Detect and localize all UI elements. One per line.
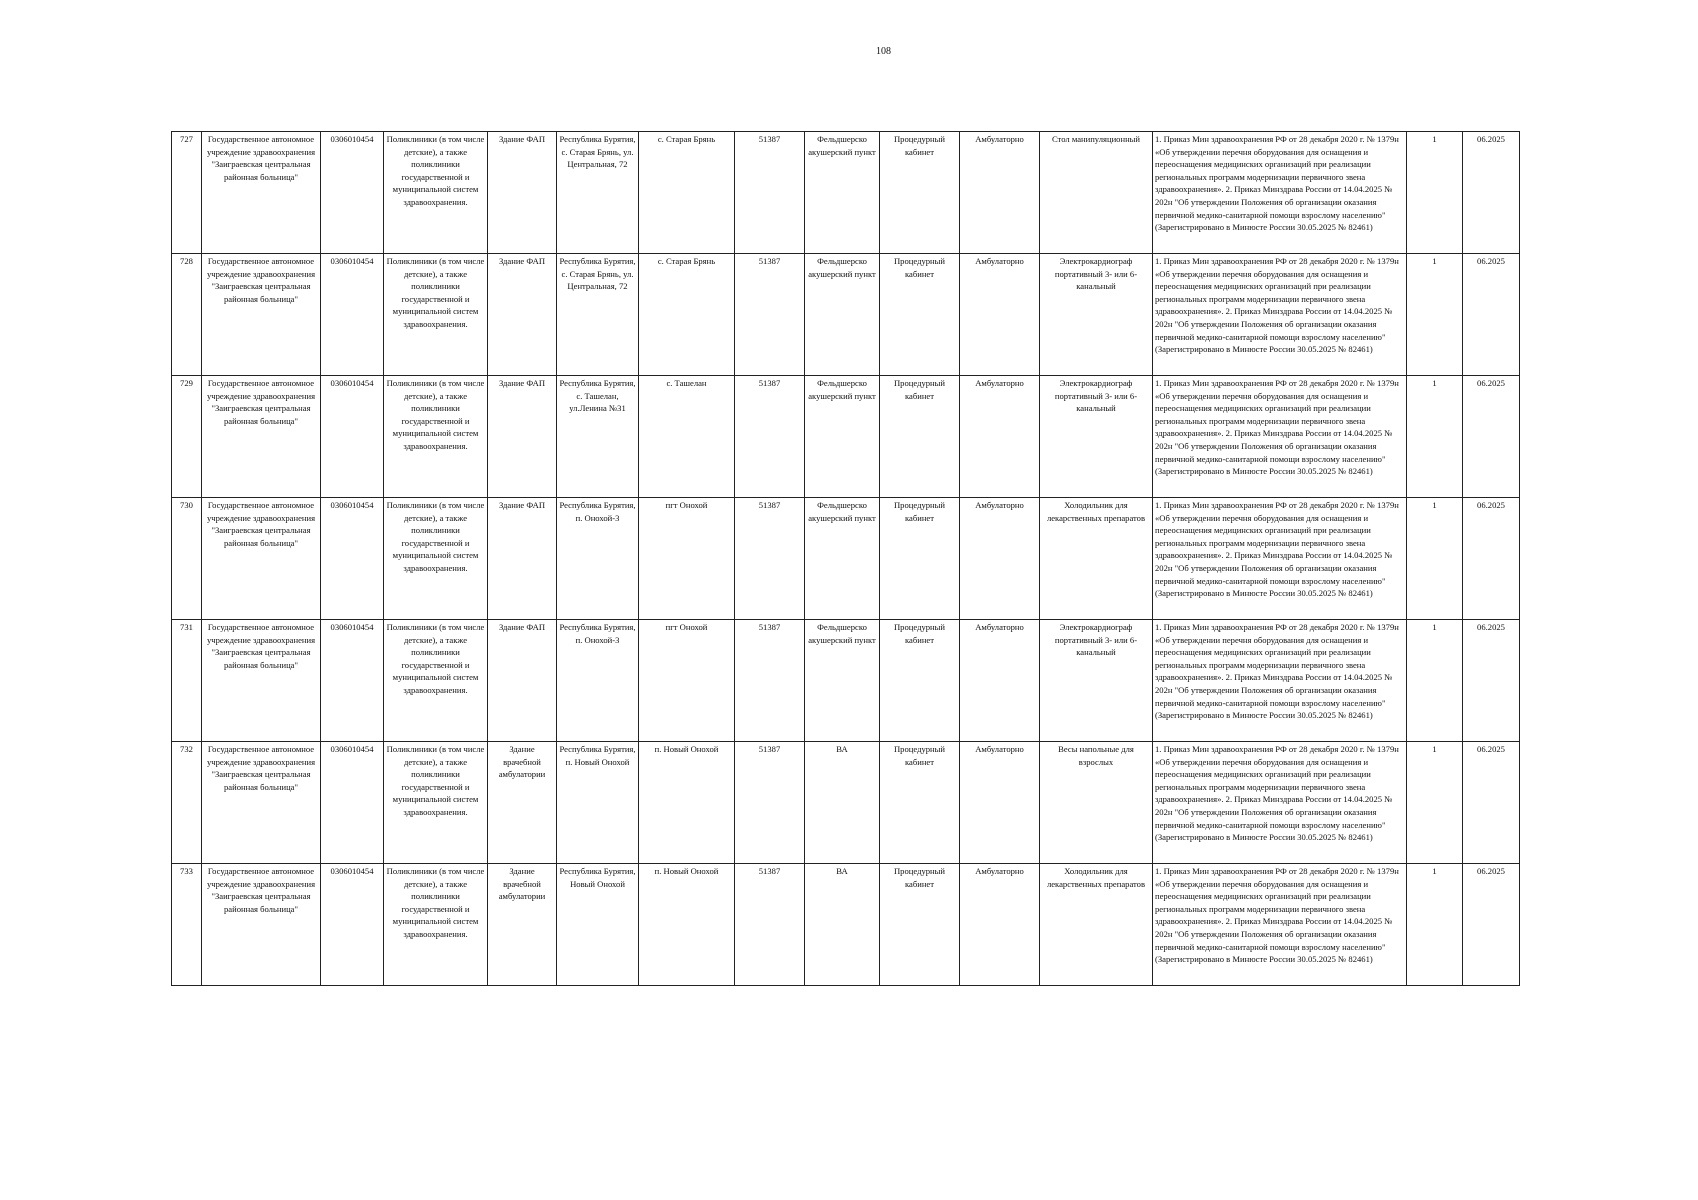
equipment-cell: Стол манипуляционный (1040, 132, 1153, 254)
date-cell: 06.2025 (1463, 620, 1520, 742)
organization-cell: Государственное автономное учреждение здравоохранения "Заиграевская центральная районная больница" (202, 132, 321, 254)
date-cell: 06.2025 (1463, 254, 1520, 376)
care-condition-cell: Амбулаторно (960, 498, 1040, 620)
row-number-cell: 730 (172, 498, 202, 620)
care-condition-cell: Амбулаторно (960, 254, 1040, 376)
facility-type-cell: Поликлиники (в том числе детские), а также поликлиники государственной и муниципальной систем здравоохранения. (384, 620, 488, 742)
org-code-cell: 0306010454 (321, 254, 384, 376)
address-cell: Республика Бурятия, с. Старая Брянь, ул. Центральная, 72 (557, 132, 639, 254)
equipment-cell: Электрокардиограф портативный 3- или 6-канальный (1040, 376, 1153, 498)
facility-type-cell: Поликлиники (в том числе детские), а также поликлиники государственной и муниципальной систем здравоохранения. (384, 742, 488, 864)
locality-cell: пгт Онохой (639, 498, 735, 620)
care-condition-cell: Амбулаторно (960, 376, 1040, 498)
oktmo-cell: 51387 (735, 376, 805, 498)
building-cell: Здание врачебной амбулатории (488, 742, 557, 864)
legal-basis-cell: 1. Приказ Мин здравоохранения РФ от 28 декабря 2020 г. № 1379н «Об утверждении перечня оборудования для оснащения и переоснащения медицинских организаций при реализации региональных программ модернизации первичного звена здравоохранения». 2. Приказ Минздрава России от 14.04.2025 № 202н "Об утверждении Положения об организации оказания первичной медико-санитарной помощи взрослому населению" (Зарегистрировано в Минюсте России 30.05.2025 № 82461) (1153, 620, 1407, 742)
row-number-cell: 732 (172, 742, 202, 864)
table-row (172, 132, 1520, 254)
facility-type-cell: Поликлиники (в том числе детские), а также поликлиники государственной и муниципальной систем здравоохранения. (384, 254, 488, 376)
legal-basis-cell: 1. Приказ Мин здравоохранения РФ от 28 декабря 2020 г. № 1379н «Об утверждении перечня оборудования для оснащения и переоснащения медицинских организаций при реализации региональных программ модернизации первичного звена здравоохранения». 2. Приказ Минздрава России от 14.04.2025 № 202н "Об утверждении Положения об организации оказания первичной медико-санитарной помощи взрослому населению" (Зарегистрировано в Минюсте России 30.05.2025 № 82461) (1153, 254, 1407, 376)
unit-cell: Фельдшерско акушерский пункт (805, 620, 880, 742)
unit-cell: Фельдшерско акушерский пункт (805, 376, 880, 498)
organization-cell: Государственное автономное учреждение здравоохранения "Заиграевская центральная районная больница" (202, 864, 321, 986)
oktmo-cell: 51387 (735, 254, 805, 376)
locality-cell: п. Новый Онохой (639, 742, 735, 864)
care-condition-cell: Амбулаторно (960, 132, 1040, 254)
room-cell: Процедурный кабинет (880, 620, 960, 742)
equipment-cell: Весы напольные для взрослых (1040, 742, 1153, 864)
care-condition-cell: Амбулаторно (960, 620, 1040, 742)
row-number-cell: 728 (172, 254, 202, 376)
equipment-cell: Электрокардиограф портативный 3- или 6-канальный (1040, 254, 1153, 376)
quantity-cell: 1 (1407, 376, 1463, 498)
organization-cell: Государственное автономное учреждение здравоохранения "Заиграевская центральная районная больница" (202, 742, 321, 864)
table-row (172, 498, 1520, 620)
oktmo-cell: 51387 (735, 620, 805, 742)
care-condition-cell: Амбулаторно (960, 864, 1040, 986)
row-number-cell: 729 (172, 376, 202, 498)
equipment-table (171, 131, 1520, 986)
quantity-cell: 1 (1407, 498, 1463, 620)
equipment-cell: Холодильник для лекарственных препаратов (1040, 864, 1153, 986)
unit-cell: Фельдшерско акушерский пункт (805, 254, 880, 376)
org-code-cell: 0306010454 (321, 498, 384, 620)
legal-basis-cell: 1. Приказ Мин здравоохранения РФ от 28 декабря 2020 г. № 1379н «Об утверждении перечня оборудования для оснащения и переоснащения медицинских организаций при реализации региональных программ модернизации первичного звена здравоохранения». 2. Приказ Минздрава России от 14.04.2025 № 202н "Об утверждении Положения об организации оказания первичной медико-санитарной помощи взрослому населению" (Зарегистрировано в Минюсте России 30.05.2025 № 82461) (1153, 376, 1407, 498)
equipment-cell: Холодильник для лекарственных препаратов (1040, 498, 1153, 620)
building-cell: Здание ФАП (488, 620, 557, 742)
row-number-cell: 727 (172, 132, 202, 254)
row-number-cell: 733 (172, 864, 202, 986)
table-row (172, 254, 1520, 376)
address-cell: Республика Бурятия, с. Ташелан, ул.Ленина №31 (557, 376, 639, 498)
oktmo-cell: 51387 (735, 498, 805, 620)
address-cell: Республика Бурятия, Новый Онохой (557, 864, 639, 986)
table-row (172, 742, 1520, 864)
table-row (172, 376, 1520, 498)
address-cell: Республика Бурятия, п. Новый Онохой (557, 742, 639, 864)
org-code-cell: 0306010454 (321, 620, 384, 742)
building-cell: Здание врачебной амбулатории (488, 864, 557, 986)
building-cell: Здание ФАП (488, 376, 557, 498)
unit-cell: Фельдшерско акушерский пункт (805, 498, 880, 620)
unit-cell: ВА (805, 864, 880, 986)
locality-cell: пгт Онохой (639, 620, 735, 742)
table-row (172, 864, 1520, 986)
room-cell: Процедурный кабинет (880, 132, 960, 254)
row-number-cell: 731 (172, 620, 202, 742)
care-condition-cell: Амбулаторно (960, 742, 1040, 864)
oktmo-cell: 51387 (735, 742, 805, 864)
quantity-cell: 1 (1407, 254, 1463, 376)
legal-basis-cell: 1. Приказ Мин здравоохранения РФ от 28 декабря 2020 г. № 1379н «Об утверждении перечня оборудования для оснащения и переоснащения медицинских организаций при реализации региональных программ модернизации первичного звена здравоохранения». 2. Приказ Минздрава России от 14.04.2025 № 202н "Об утверждении Положения об организации оказания первичной медико-санитарной помощи взрослому населению" (Зарегистрировано в Минюсте России 30.05.2025 № 82461) (1153, 742, 1407, 864)
room-cell: Процедурный кабинет (880, 376, 960, 498)
building-cell: Здание ФАП (488, 254, 557, 376)
legal-basis-cell: 1. Приказ Мин здравоохранения РФ от 28 декабря 2020 г. № 1379н «Об утверждении перечня оборудования для оснащения и переоснащения медицинских организаций при реализации региональных программ модернизации первичного звена здравоохранения». 2. Приказ Минздрава России от 14.04.2025 № 202н "Об утверждении Положения об организации оказания первичной медико-санитарной помощи взрослому населению" (Зарегистрировано в Минюсте России 30.05.2025 № 82461) (1153, 864, 1407, 986)
org-code-cell: 0306010454 (321, 376, 384, 498)
address-cell: Республика Бурятия, с. Старая Брянь, ул. Центральная, 72 (557, 254, 639, 376)
room-cell: Процедурный кабинет (880, 254, 960, 376)
facility-type-cell: Поликлиники (в том числе детские), а также поликлиники государственной и муниципальной систем здравоохранения. (384, 376, 488, 498)
room-cell: Процедурный кабинет (880, 498, 960, 620)
quantity-cell: 1 (1407, 742, 1463, 864)
locality-cell: с. Ташелан (639, 376, 735, 498)
table-body (172, 132, 1520, 986)
date-cell: 06.2025 (1463, 742, 1520, 864)
table-row (172, 620, 1520, 742)
unit-cell: ВА (805, 742, 880, 864)
organization-cell: Государственное автономное учреждение здравоохранения "Заиграевская центральная районная больница" (202, 498, 321, 620)
oktmo-cell: 51387 (735, 864, 805, 986)
date-cell: 06.2025 (1463, 498, 1520, 620)
date-cell: 06.2025 (1463, 376, 1520, 498)
locality-cell: с. Старая Брянь (639, 254, 735, 376)
equipment-cell: Электрокардиограф портативный 3- или 6-канальный (1040, 620, 1153, 742)
legal-basis-cell: 1. Приказ Мин здравоохранения РФ от 28 декабря 2020 г. № 1379н «Об утверждении перечня оборудования для оснащения и переоснащения медицинских организаций при реализации региональных программ модернизации первичного звена здравоохранения». 2. Приказ Минздрава России от 14.04.2025 № 202н "Об утверждении Положения об организации оказания первичной медико-санитарной помощи взрослому населению" (Зарегистрировано в Минюсте России 30.05.2025 № 82461) (1153, 132, 1407, 254)
room-cell: Процедурный кабинет (880, 742, 960, 864)
facility-type-cell: Поликлиники (в том числе детские), а также поликлиники государственной и муниципальной систем здравоохранения. (384, 498, 488, 620)
locality-cell: с. Старая Брянь (639, 132, 735, 254)
quantity-cell: 1 (1407, 132, 1463, 254)
room-cell: Процедурный кабинет (880, 864, 960, 986)
organization-cell: Государственное автономное учреждение здравоохранения "Заиграевская центральная районная больница" (202, 376, 321, 498)
date-cell: 06.2025 (1463, 864, 1520, 986)
org-code-cell: 0306010454 (321, 132, 384, 254)
page-number: 108 (876, 46, 891, 57)
org-code-cell: 0306010454 (321, 742, 384, 864)
locality-cell: п. Новый Онохой (639, 864, 735, 986)
legal-basis-cell: 1. Приказ Мин здравоохранения РФ от 28 декабря 2020 г. № 1379н «Об утверждении перечня оборудования для оснащения и переоснащения медицинских организаций при реализации региональных программ модернизации первичного звена здравоохранения». 2. Приказ Минздрава России от 14.04.2025 № 202н "Об утверждении Положения об организации оказания первичной медико-санитарной помощи взрослому населению" (Зарегистрировано в Минюсте России 30.05.2025 № 82461) (1153, 498, 1407, 620)
unit-cell: Фельдшерско акушерский пункт (805, 132, 880, 254)
quantity-cell: 1 (1407, 620, 1463, 742)
organization-cell: Государственное автономное учреждение здравоохранения "Заиграевская центральная районная больница" (202, 254, 321, 376)
quantity-cell: 1 (1407, 864, 1463, 986)
building-cell: Здание ФАП (488, 132, 557, 254)
facility-type-cell: Поликлиники (в том числе детские), а также поликлиники государственной и муниципальной систем здравоохранения. (384, 864, 488, 986)
org-code-cell: 0306010454 (321, 864, 384, 986)
date-cell: 06.2025 (1463, 132, 1520, 254)
address-cell: Республика Бурятия, п. Онохой-3 (557, 620, 639, 742)
organization-cell: Государственное автономное учреждение здравоохранения "Заиграевская центральная районная больница" (202, 620, 321, 742)
facility-type-cell: Поликлиники (в том числе детские), а также поликлиники государственной и муниципальной систем здравоохранения. (384, 132, 488, 254)
oktmo-cell: 51387 (735, 132, 805, 254)
address-cell: Республика Бурятия, п. Онохой-3 (557, 498, 639, 620)
building-cell: Здание ФАП (488, 498, 557, 620)
